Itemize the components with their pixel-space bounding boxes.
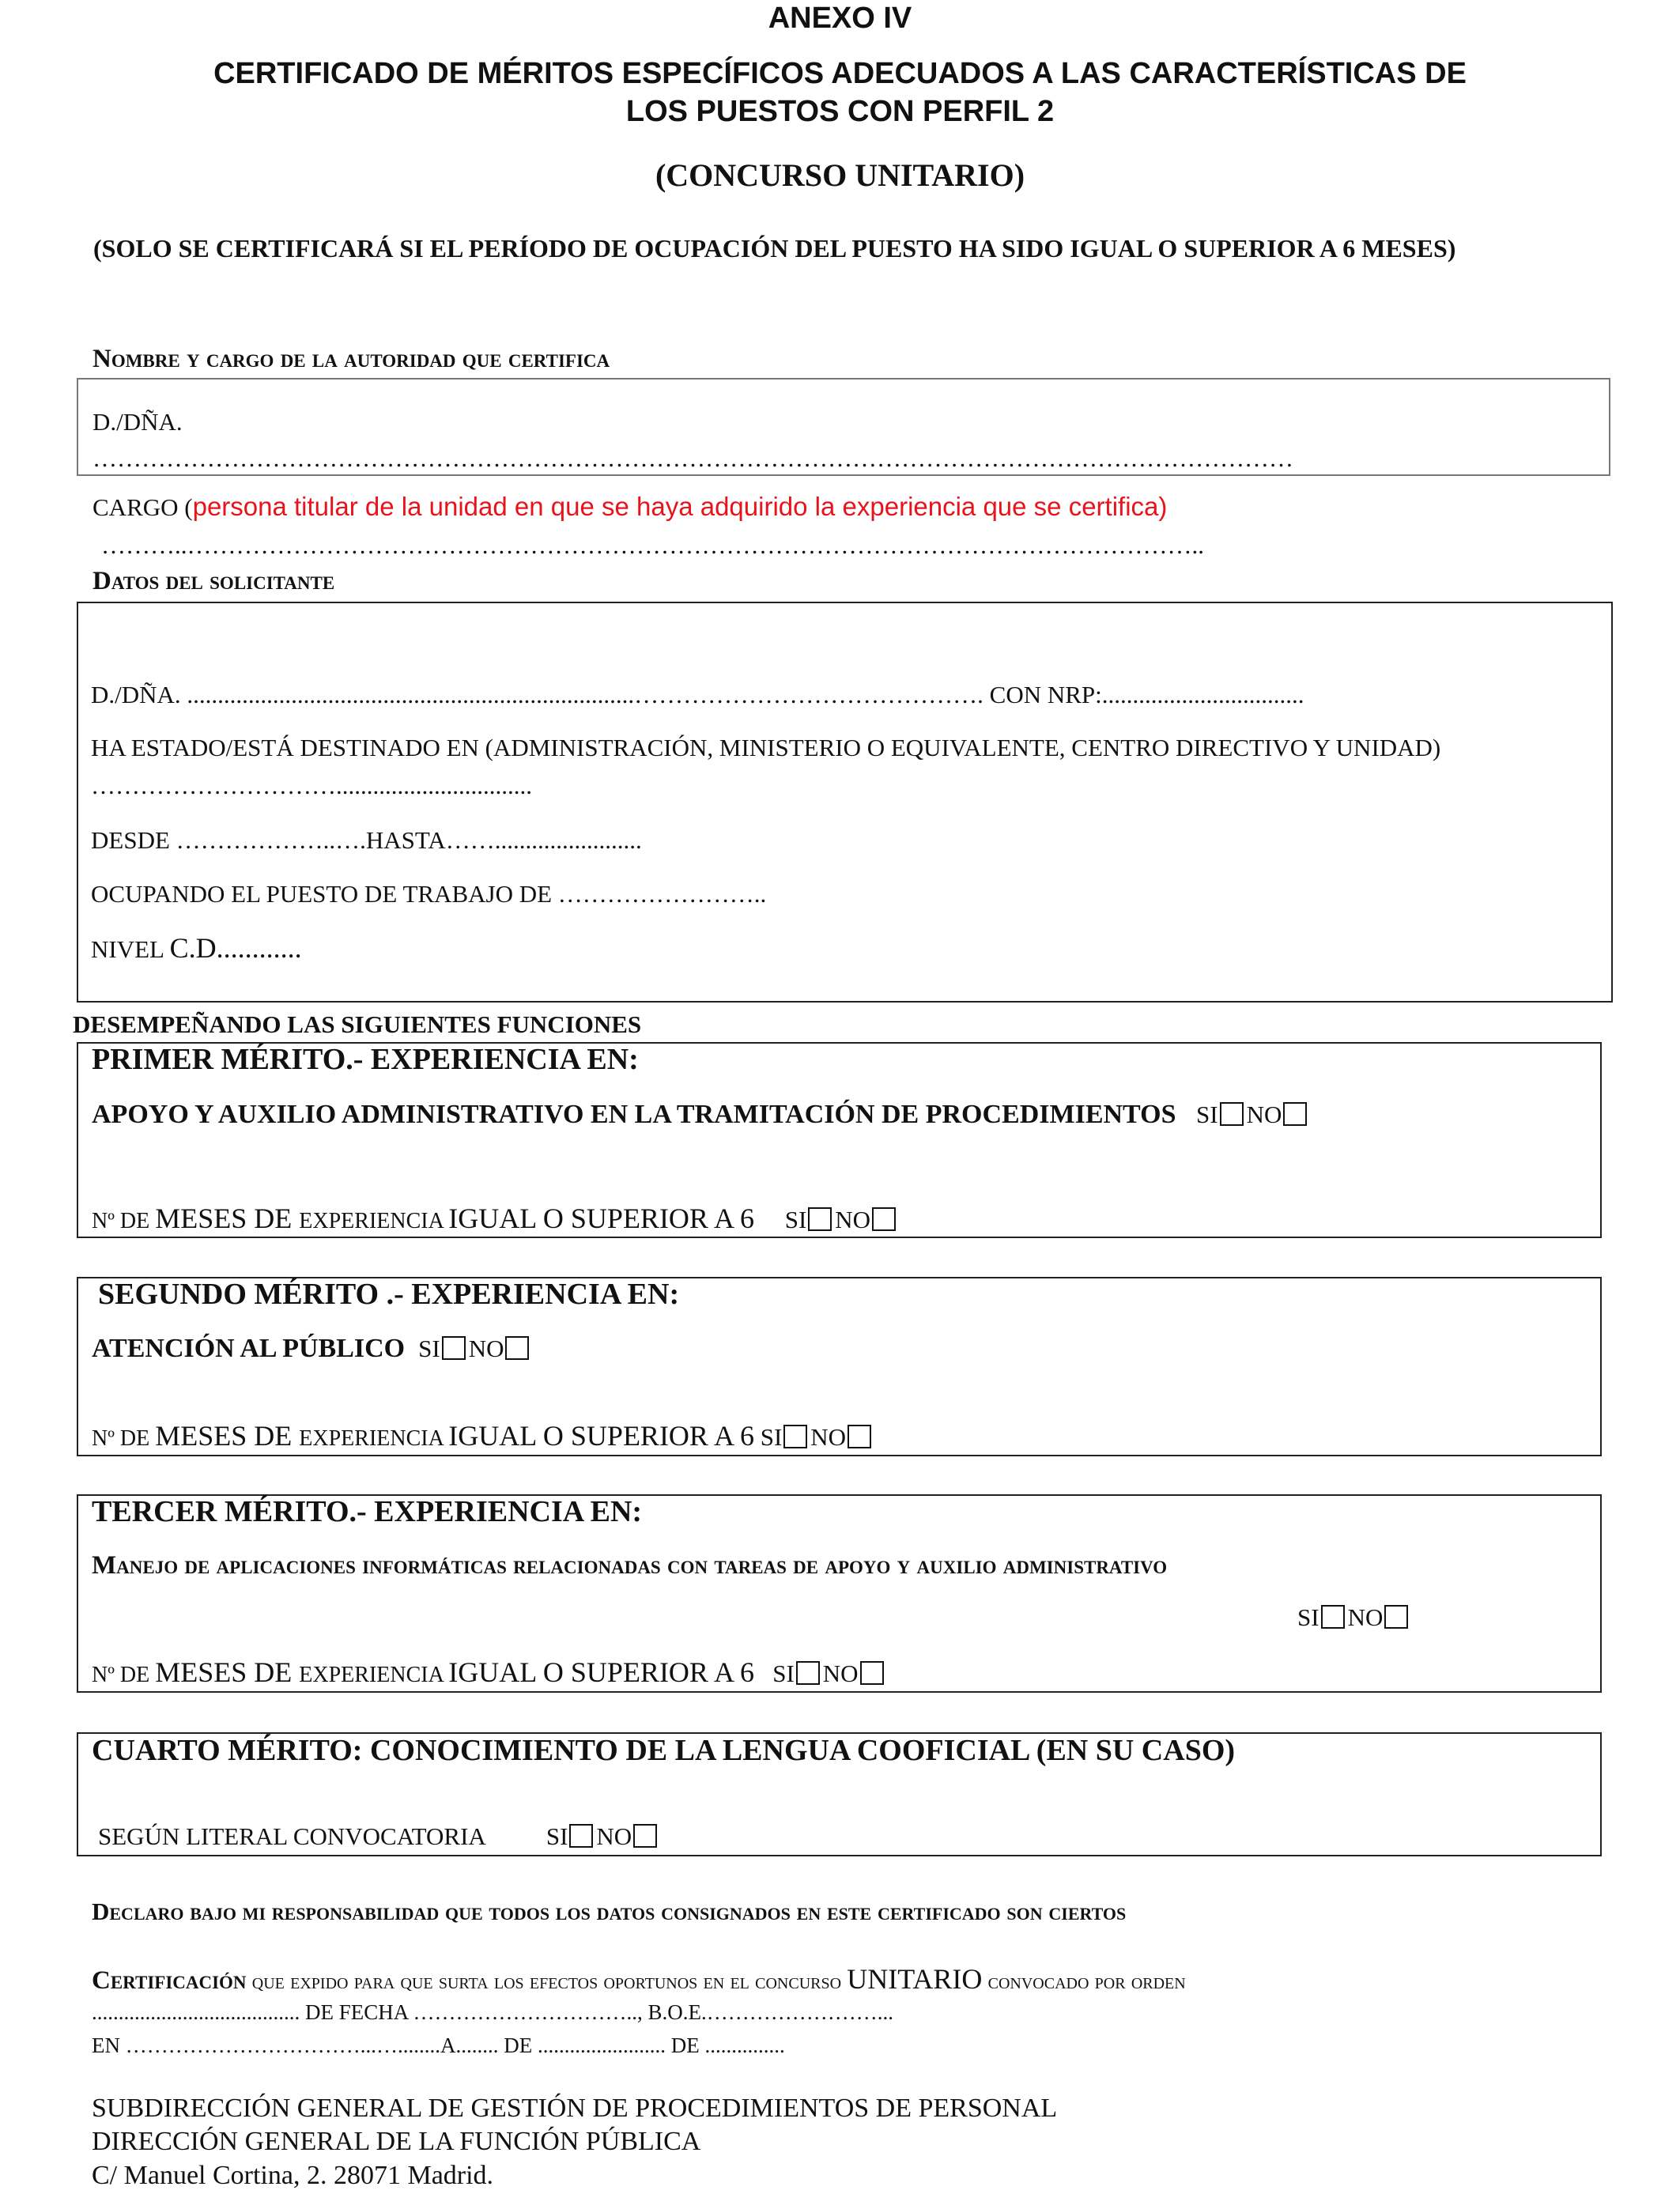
merit-2-area-text: ATENCIÓN AL PÚBLICO [92,1334,406,1363]
merit-4-area-text: SEGÚN LITERAL CONVOCATORIA [98,1822,486,1850]
cargo-label: CARGO ( [92,493,193,521]
si-checkbox[interactable] [442,1336,466,1360]
level-value: C.D............ [169,932,302,964]
no-checkbox[interactable] [505,1336,529,1360]
merit-3-title: TERCER MÉRITO.- EXPERIENCIA EN: [92,1495,643,1528]
merit-1-area-text: APOYO Y AUXILIO ADMINISTRATIVO EN LA TRAMITACIÓN DE PROCEDIMIENTOS [92,1100,1176,1129]
applicant-heading: Datos del solicitante [92,567,335,595]
no-checkbox[interactable] [633,1824,657,1848]
merit-2-title: SEGUNDO MÉRITO .- EXPERIENCIA EN: [98,1278,680,1311]
si-checkbox[interactable] [808,1207,832,1231]
months-b: EXPERIENCIA [299,1426,449,1451]
si-label: SI [418,1335,440,1362]
no-label: NO [835,1206,871,1233]
si-label: SI [546,1822,568,1850]
authority-cargo-dots[interactable]: ………..…………………………………………………………………………………………………………….. [101,531,1204,559]
si-label: SI [784,1206,807,1233]
merit-3-area-check [1297,1603,1411,1632]
cargo-hint: persona titular de la unidad en que se haya adquirido la experiencia que se certifica) [192,492,1168,521]
months-c: IGUAL O SUPERIOR A 6 [448,1203,754,1234]
period-note: (SOLO SE CERTIFICARÁ SI EL PERÍODO DE OCUPACIÓN DEL PUESTO HA SIDO IGUAL O SUPERIOR A 6 MESES) [93,234,1456,262]
applicant-name-line[interactable]: D./DÑA. .........................................................................……………………………………. CON NRP:................................. [91,681,1304,708]
applicant-destined-dots[interactable]: …………………………................................ [91,772,532,799]
months-prefix: Nº DE [92,1209,156,1233]
applicant-box [77,602,1613,1003]
no-checkbox[interactable] [848,1425,871,1448]
certification-lead: Certificación [92,1966,247,1995]
doc-title-line1: CERTIFICADO DE MÉRITOS ESPECÍFICOS ADECUADOS A LAS CARACTERÍSTICAS DE [213,57,1467,90]
months-prefix: Nº DE [92,1663,156,1687]
footer-line1: SUBDIRECCIÓN GENERAL DE GESTIÓN DE PROCEDIMIENTOS DE PERSONAL [92,2094,1058,2123]
certification-line3[interactable]: EN ……………………………...…........A........ DE ........................ DE ............... [92,2034,785,2057]
merit-2-months [92,1419,874,1452]
si-label: SI [1195,1101,1218,1128]
certification-line1 [92,1962,1186,1996]
level-label: NIVEL [91,935,164,963]
merit-4-title: CUARTO MÉRITO: CONOCIMIENTO DE LA LENGUA COOFICIAL (EN SU CASO) [92,1734,1236,1767]
months-b: EXPERIENCIA [299,1209,449,1233]
no-checkbox[interactable] [860,1661,884,1685]
merit-1-title: PRIMER MÉRITO.- EXPERIENCIA EN: [92,1043,639,1076]
merit-4-area [98,1822,660,1851]
no-label: NO [1246,1101,1282,1128]
no-label: NO [1347,1603,1384,1631]
si-label: SI [760,1423,783,1451]
no-checkbox[interactable] [1283,1102,1307,1126]
applicant-level-line[interactable] [91,931,302,965]
applicant-dates-line[interactable]: DESDE ………………..….HASTA……........................ [91,826,642,854]
no-label: NO [596,1822,632,1850]
months-c: IGUAL O SUPERIOR A 6 [448,1420,754,1452]
merit-1-area [92,1100,1310,1130]
si-label: SI [1297,1603,1319,1631]
si-checkbox[interactable] [569,1824,593,1848]
applicant-destined-line: HA ESTADO/ESTÁ DESTINADO EN (ADMINISTRACIÓN, MINISTERIO O EQUIVALENTE, CENTRO DIRECTIVO Y UNIDAD) [91,734,1441,761]
footer-line3: C/ Manuel Cortina, 2. 28071 Madrid. [92,2161,494,2190]
certification-text2: convocado por orden [982,1969,1186,1994]
functions-heading: DESEMPEÑANDO LAS SIGUIENTES FUNCIONES [73,1010,642,1038]
months-b: EXPERIENCIA [299,1663,449,1687]
certification-line2[interactable]: ....................................... DE FECHA ………………………….., B.O.E.……………………... [92,2000,894,2024]
months-a: MESES DE [155,1420,300,1452]
no-label: NO [810,1423,847,1451]
no-label: NO [468,1335,504,1362]
declaration: Declaro bajo mi responsabilidad que todos los datos consignados en este certificado son ciertos [92,1898,1127,1925]
months-prefix: Nº DE [92,1426,156,1451]
certification-text1: que expido para que surta los efectos oportunos en el concurso [246,1969,848,1994]
merit-1-months [92,1202,899,1235]
no-checkbox[interactable] [872,1207,896,1231]
merit-3-area: Manejo de aplicaciones informáticas relacionadas con tareas de apoyo y auxilio administrativo [92,1551,1168,1580]
footer-line2: DIRECCIÓN GENERAL DE LA FUNCIÓN PÚBLICA [92,2127,701,2156]
no-label: NO [822,1660,859,1687]
merit-3-months [92,1656,887,1689]
si-label: SI [772,1660,795,1687]
doc-subtitle: (CONCURSO UNITARIO) [655,157,1025,193]
months-a: MESES DE [155,1203,300,1234]
authority-heading: Nombre y cargo de la autoridad que certifica [92,345,610,373]
si-checkbox[interactable] [783,1425,807,1448]
merit-2-area [92,1334,532,1364]
authority-name-dots[interactable]: ………………………………………………………………………………………………………………………………… [92,444,1293,472]
certification-unitario: UNITARIO [847,1963,983,1995]
months-a: MESES DE [155,1656,300,1688]
months-c: IGUAL O SUPERIOR A 6 [448,1656,754,1688]
authority-name-label: D./DÑA. [92,408,183,436]
si-checkbox[interactable] [1220,1102,1244,1126]
annex-title: ANEXO IV [768,2,912,35]
no-checkbox[interactable] [1384,1605,1408,1629]
applicant-post-line[interactable]: OCUPANDO EL PUESTO DE TRABAJO DE …………………….. [91,880,767,908]
si-checkbox[interactable] [796,1661,820,1685]
authority-cargo-line [92,492,1167,522]
si-checkbox[interactable] [1321,1605,1345,1629]
doc-title-line2: LOS PUESTOS CON PERFIL 2 [625,95,1055,128]
